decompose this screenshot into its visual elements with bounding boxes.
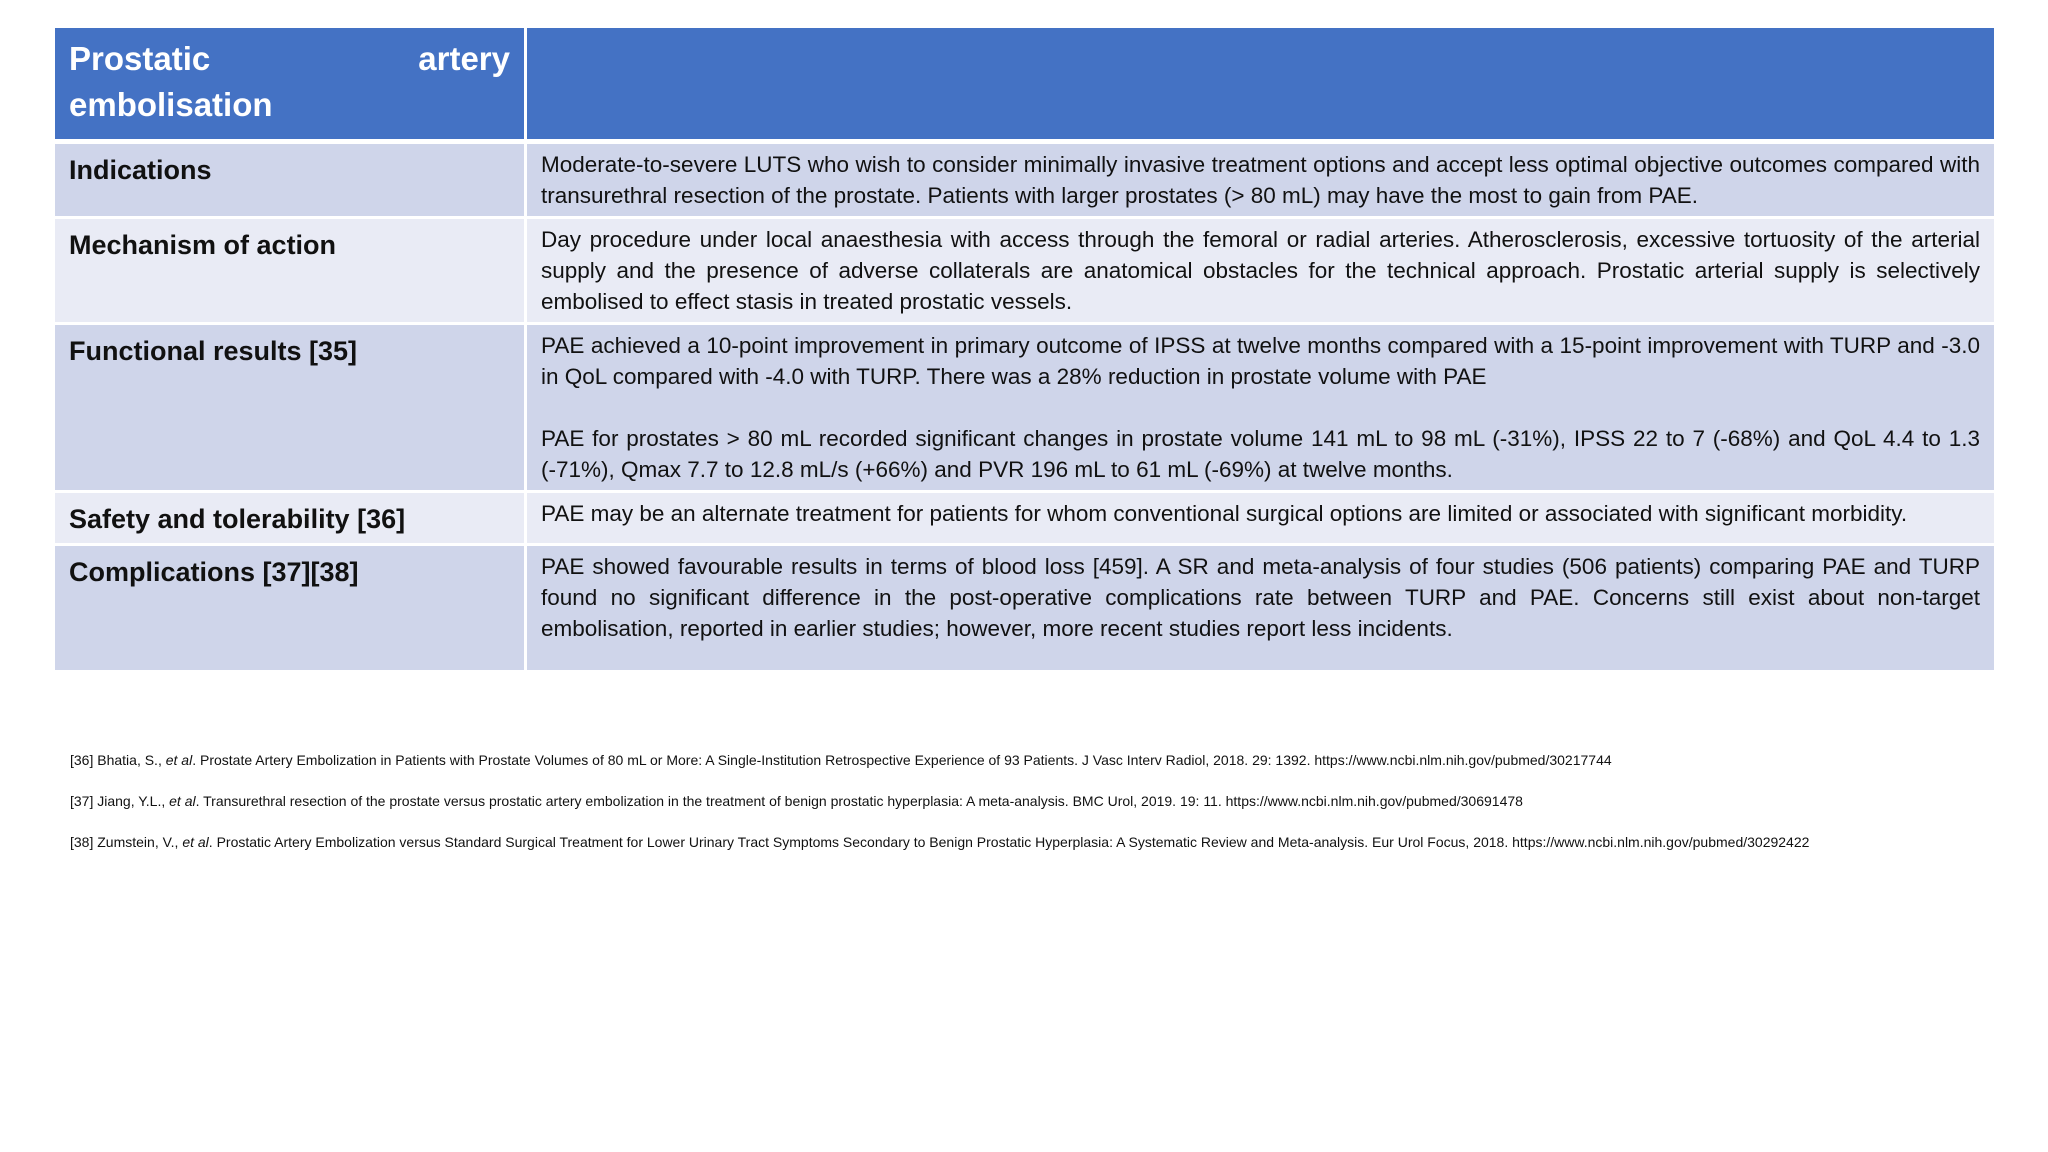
row-label: Complications [37][38]	[55, 546, 527, 673]
row-description	[527, 325, 1994, 493]
row-label: Safety and tolerability [36]	[55, 493, 527, 546]
table-row-indications	[55, 144, 1994, 219]
row-label: Functional results [35]	[55, 325, 527, 493]
reference-37: [37] Jiang, Y.L., et al. Transurethral resection of the prostate versus prostatic artery embolization in the treatment of benign prostatic hyperplasia: A meta-analysis. BMC Urol, 2019. 19: 11. https://www.ncbi.nlm.nih.gov/pubmed/30691478	[70, 793, 1523, 809]
table-header-empty-cell	[527, 28, 1994, 144]
table-title	[69, 36, 510, 128]
title-word-embolisation: embolisation	[69, 86, 273, 123]
table-row-complications	[55, 546, 1994, 673]
reference-38: [38] Zumstein, V., et al. Prostatic Artery Embolization versus Standard Surgical Treatment for Lower Urinary Tract Symptoms Secondary to Benign Prostatic Hyperplasia: A Systematic Review and Meta-analysis. Eur Urol Focus, 2018. https://www.ncbi.nlm.nih.gov/pubmed/30292422	[70, 834, 1810, 850]
row-description: Moderate-to-severe LUTS who wish to consider minimally invasive treatment options and accept less optimal objective outcomes compared with transurethral resection of the prostate. Patients with larger prostates (> 80 mL) may have the most to gain from PAE.	[527, 144, 1994, 219]
table-header-row	[55, 28, 1994, 144]
references	[70, 750, 1979, 873]
row-description-paragraph-1: PAE achieved a 10-point improvement in primary outcome of IPSS at twelve months compared with a 15-point improvement with TURP and -3.0 in QoL compared with -4.0 with TURP. There was a 28% reduction in prostate volume with PAE	[541, 333, 1980, 389]
row-description: PAE may be an alternate treatment for patients for whom conventional surgical options are limited or associated with significant morbidity.	[527, 493, 1994, 546]
row-label: Mechanism of action	[55, 219, 527, 325]
row-description: PAE showed favourable results in terms of blood loss [459]. A SR and meta-analysis of four studies (506 patients) comparing PAE and TURP found no significant difference in the post-operative complications rate between TURP and PAE. Concerns still exist about non-target embolisation, reported in earlier studies; however, more recent studies report less incidents.	[527, 546, 1994, 673]
title-word-artery: artery	[418, 40, 510, 77]
reference-36: [36] Bhatia, S., et al. Prostate Artery Embolization in Patients with Prostate Volumes of 80 mL or More: A Single-Institution Retrospective Experience of 93 Patients. J Vasc Interv Radiol, 2018. 29: 1392. https://www.ncbi.nlm.nih.gov/pubmed/30217744	[70, 752, 1612, 768]
row-label: Indications	[55, 144, 527, 219]
table-header-cell	[55, 28, 527, 144]
pae-summary-table	[55, 28, 1994, 673]
table-row-mechanism	[55, 219, 1994, 325]
row-description-paragraph-2: PAE for prostates > 80 mL recorded significant changes in prostate volume 141 mL to 98 mL (-31%), IPSS 22 to 7 (-68%) and QoL 4.4 to 1.3 (-71%), Qmax 7.7 to 12.8 mL/s (+66%) and PVR 196 mL to 61 mL (-69%) at twelve months.	[541, 426, 1980, 482]
row-description: Day procedure under local anaesthesia with access through the femoral or radial arteries. Atherosclerosis, excessive tortuosity of the arterial supply and the presence of adverse collaterals are anatomical obstacles for the technical approach. Prostatic arterial supply is selectively embolised to effect stasis in treated prostatic vessels.	[527, 219, 1994, 325]
table-row-safety	[55, 493, 1994, 546]
title-word-prostatic: Prostatic	[69, 40, 211, 77]
table-row-functional-results	[55, 325, 1994, 493]
